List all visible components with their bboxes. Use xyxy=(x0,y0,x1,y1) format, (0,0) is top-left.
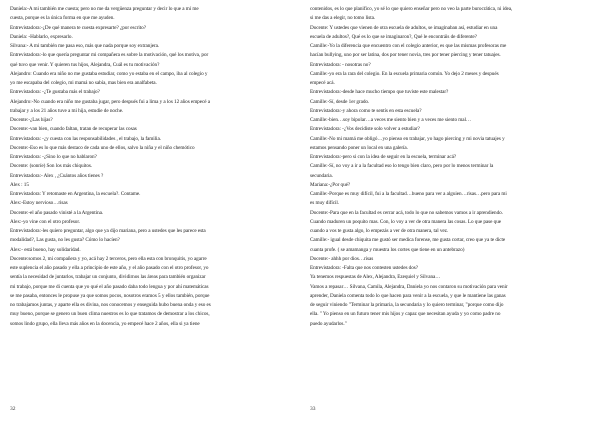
text-line: Entrevistadora:-desde hace mucho tiempo que tuviste este malestar? xyxy=(310,89,449,96)
text-line: Daniela:-A mi también me cuesta; pero no me da vergüenza preguntar y decir lo que a mí me xyxy=(10,6,199,12)
text-line: de seguir viniendo "Terminar la primaria, la secundaria y lo quiero terminar, "porque como dijo xyxy=(310,302,504,308)
text-line: cuanta profe. ( se amamanga y muestra los cortes que tiene en un antebrazo) xyxy=(310,246,465,253)
text-line: Docente:-¿Las hijas? xyxy=(10,117,53,123)
text-line: Docente:- ahhh por dios…risas xyxy=(310,255,374,262)
right-page xyxy=(300,0,590,424)
text-line: Docente:-Eso es lo que más destaco de cada uno de ellos, salvo la niña y el niño chemótico xyxy=(10,144,195,151)
text-line: hacían bullying, uno por ser latina, dos por tener novia, tres por tener piercing y tener tatuajes. xyxy=(310,52,501,59)
text-line: Docente:somos 2, mi compañera y yo, acá hay 2 terceros, pero ella esta con bronquitis, yo agarre xyxy=(10,255,207,262)
text-line: Camille:-Yo la diferencia que encuentro con el colegio anterior, es que las mismas profesoras me xyxy=(310,43,507,49)
text-line: Camille:-Sí, no voy a ir a la facultad eso lo tengo bien claro, pero por lo menos terminar la xyxy=(310,163,494,170)
text-line: aprender, Daniela comenta todo lo que hacen para venir a la escuela, y que le mantiene las ganas xyxy=(310,292,506,299)
left-page xyxy=(0,0,290,424)
text-line: Alex:-yo vine con el otro profesor. xyxy=(10,218,80,225)
text-line: Mariana:-¿Por qué? xyxy=(310,181,351,188)
text-line: escuela de adultos?, Qué es lo que se imaginaron?, Qué le encontráis de diferente? xyxy=(310,33,477,40)
right-page-text xyxy=(310,5,580,329)
text-line: Alex : 15 xyxy=(10,181,29,188)
text-line: Camille:-bien…soy bipolar…a veces me siento bien y a veces me siento mal… xyxy=(310,117,472,123)
text-line: Docente: (sonríe) Son los más chiquitos. xyxy=(10,163,93,170)
text-line: Docente: Y ustedes que vienen de otra escuela de adultos, se imaginaban así, estudiar en una xyxy=(310,24,498,31)
text-line: Entrevistadora: -¿Sino lo que no hablaron? xyxy=(10,154,97,160)
text-line: mi trabajo, porque me di cuenta que yo qué el año pasado daba todo lengua y por ahí matemáticas xyxy=(10,283,209,290)
text-line: Alejandro:-No cuando era niño me gustaba jugar, pero después fui a lima y a los 12 años empecé a xyxy=(10,98,210,105)
text-line: Alejandro: Cuando era niño no me gustaba estudiar, como yo estaba en el campo, iba al colegio y xyxy=(10,70,208,77)
text-line: este suplencia el año pasado y ella a principio de este año, y el año pasado con el otro profesor, yo xyxy=(10,265,209,271)
text-line: Entrevistadora: - nosotras no? xyxy=(310,61,371,68)
text-line: Entrevistadora:-y ahora como te sentís en esta escuela? xyxy=(310,107,422,114)
text-line: muy bueno, porque se genero un buen clima nuestros es lo que tratamos de demostrar a los chicos, xyxy=(10,311,210,318)
text-line: es muy difícil. xyxy=(310,200,340,207)
text-line: Daniela: -Hablarlo, expresarlo. xyxy=(10,33,73,40)
text-line: modalidad?, Las gusta, no les gusta? Cómo lo hacíen? xyxy=(10,237,120,244)
text-line: Entrevistadora:-pero si con la idea de seguir en la escuela, terminar acá? xyxy=(310,154,457,160)
text-line: Camille:-No mi mamá me obligó…yo pienso en trabajar, yo hago piercing y mi novia tatuajes y xyxy=(310,135,505,142)
text-line: Entrevistadora:-¿De qué manera te cuesta expresarte? ¿por escrito? xyxy=(10,24,146,31)
text-line: yo me escapaba del colegio, mi mamá no sabía, mas bien era analfabeta. xyxy=(10,80,157,86)
text-line: ella. " Yo pienso en un futuro tener mis hijos y capaz que necesitan ayuda y yo como padre no xyxy=(310,311,501,318)
right-page-number: 33 xyxy=(310,406,316,412)
text-line: cuando a vos te gusta algo, lo empezás a ver de otra manera, tal vez. xyxy=(310,228,449,234)
text-line: Entrevistadora: Y retomaste en Argentina, la escuela?. Contame. xyxy=(10,191,141,197)
left-page-number: 32 xyxy=(10,406,16,412)
text-line: Ya tenemos respuestas de Alex, Alejandra, Ezequiel y Silvana… xyxy=(310,274,441,281)
text-line: trabajar y a los 21 años tuve a mi hija, estudie de noche. xyxy=(10,107,124,114)
text-line: Camille:-Sí, desde 1er grado. xyxy=(310,98,370,105)
text-line: Camille:- igual desde chiquita me gustó ser medica forense, me gusta cortar, creo que ya te dicte xyxy=(310,237,506,244)
text-line: contenidos, es lo que planifico, yo sé lo que quiero enseñar pero no veo la parte burocrática, ni idea, xyxy=(310,6,513,12)
text-line: Silvana:- A mi también me pasa eso, más que nada porque soy extranjera. xyxy=(10,43,160,49)
text-line: se me pasaba, entonces le propuse ya que somos pocos, nosotros eramos 5 y ellos también, porque xyxy=(10,292,210,299)
text-line: Entrevistadora: -Falta que nos contesten ustedes dos? xyxy=(310,265,418,271)
text-line: Entrevistadora: -¿Vos decidiste solo volver a estudiar? xyxy=(310,126,420,133)
text-line: Docente:-van bien, cuando faltan, tratan de recuperar las cosas xyxy=(10,126,137,133)
text-line: si me das a elegir, no tomo lista. xyxy=(310,15,376,22)
text-line: Entrevistadora:- Alex , ¿Cuántos años tienes ? xyxy=(10,172,104,179)
text-line: sentía la necesidad de juntarlos, trabajar un conjunto, dividirnos las áreas para también organizar xyxy=(10,274,206,281)
text-line: somos lindo grupo, ella lleva más años en la docencia, yo empecé hace 2 años, ella si ya tiene xyxy=(10,320,200,327)
text-line: puedo ayudarlos." xyxy=(310,320,347,327)
text-line: Docente:-Para que en la facultad es cerrar acá, todo lo que no sabemos vamos a ir aprendiendo. xyxy=(310,209,503,216)
text-line: estamos pensando poner un local en una galería. xyxy=(310,144,408,151)
text-line: cuesta, porque es la única forma en que me ayuden. xyxy=(10,15,115,22)
text-line: Camille:-yo era la rara del colegio. En la escuela primaria común. Yo dejo 2 meses y después xyxy=(310,70,499,77)
text-line: Entrevistadora:-les quiero preguntar, algo que ya dijo mariana, pero a ustedes que les parece esta xyxy=(10,228,206,234)
text-line: no trabajamos juntas, y aparte ella es divina, nos conocemos y enseguida hubo buena onda y eso es xyxy=(10,302,211,308)
text-line: Alex:-Estoy nervioso…risas xyxy=(10,200,68,207)
text-line: Entrevistadora:-lo que quería preguntar mi compañera es sobre la motivación, qué los motiva, por xyxy=(10,52,209,59)
text-line: Docente:-el año pasado vinisté a la Argentina. xyxy=(10,209,104,216)
text-line: Alex:- está bueno, hay solidaridad. xyxy=(10,246,81,253)
text-line: qué tuvo que venir. Y quieren tus hijos, Alejandra, Cuál es tu motivación? xyxy=(10,61,160,68)
text-line: Entrevistadora: -¿y cuesta con las responsabilidades , el trabajo, la familia. xyxy=(10,135,161,142)
text-line: empecé acá. xyxy=(310,80,335,86)
text-line: Vamos a repasar… Silvana, Camila, Alejandra, Daniela yo nos contaron su motivación para venir xyxy=(310,283,508,290)
text-line: secundaria. xyxy=(310,172,333,179)
left-page-text xyxy=(10,5,280,329)
text-line: Entrevistadora: -¿Te gustaba más el trabajo? xyxy=(10,89,100,96)
text-line: Cuando maduren un poquito mas. Con, lo voy a ver de otra manera las cosas. Lo que pase que xyxy=(310,218,501,225)
text-line: Camille:-Porque es muy difícil, fui a la facultad…bueno para ver a alguien…risas…pero para mi xyxy=(310,191,507,197)
